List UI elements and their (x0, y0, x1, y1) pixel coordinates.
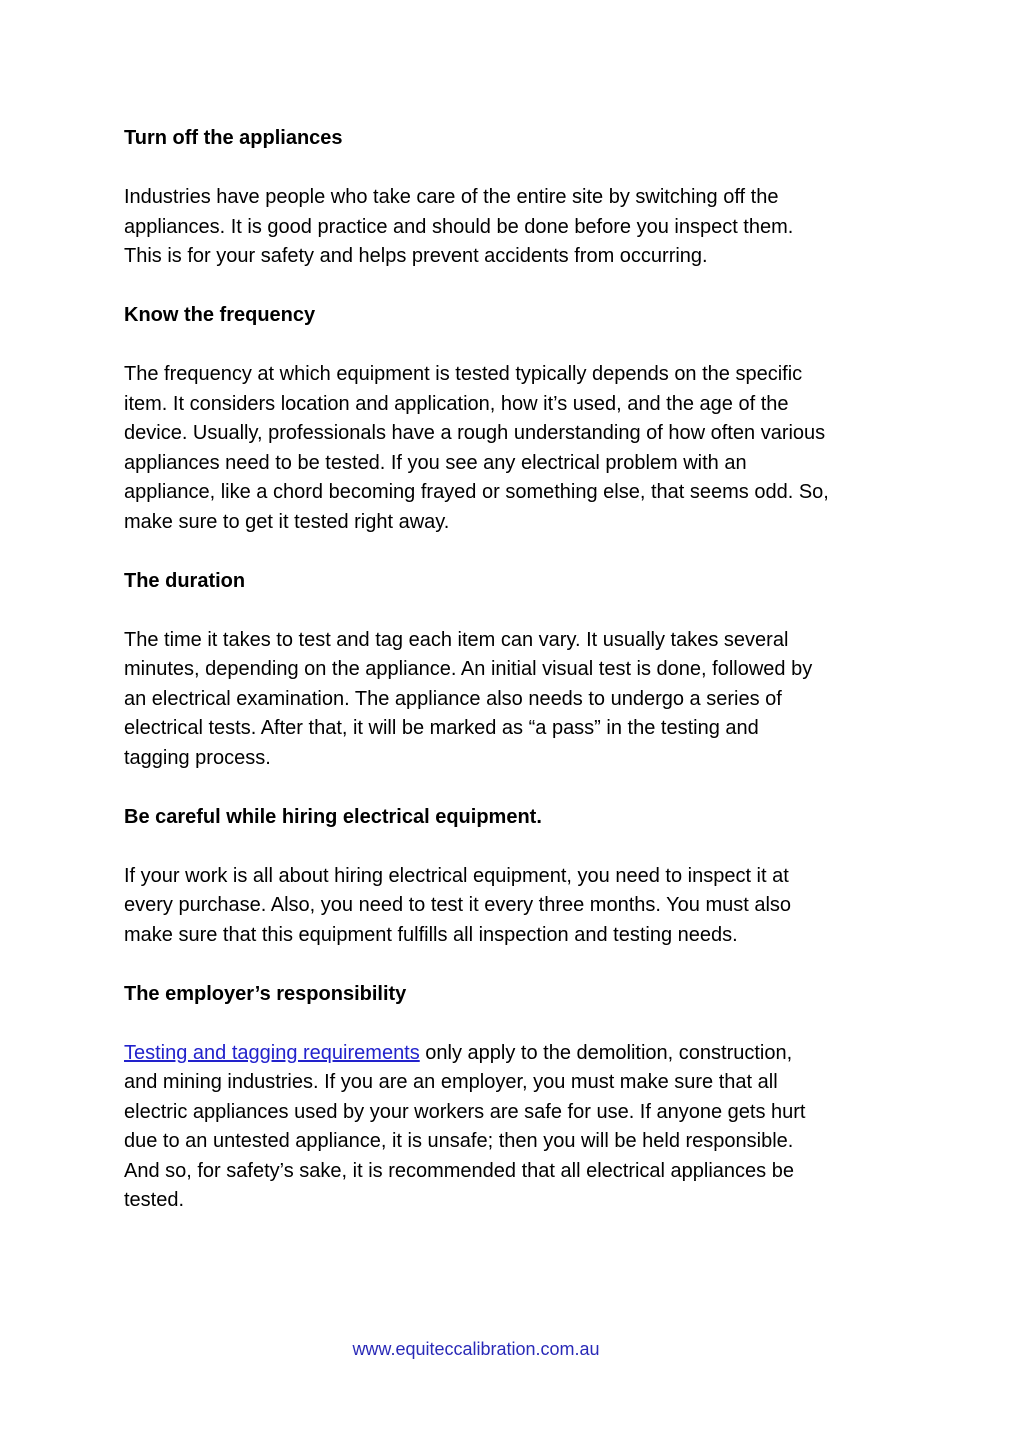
paragraph-line: If your work is all about hiring electrical equipment, you need to inspect it at (124, 864, 789, 887)
section-paragraph-hiring (124, 862, 904, 951)
section-heading-employer: The employer’s responsibility (124, 982, 407, 1005)
paragraph-line: Industries have people who take care of the entire site by switching off the (124, 186, 779, 208)
section-heading-frequency: Know the frequency (124, 304, 316, 326)
paragraph-line: device. Usually, professionals have a rough understanding of how often various (124, 422, 826, 444)
paragraph-line: tagging process. (124, 746, 271, 769)
paragraph-line: and mining industries. If you are an employer, you must make sure that all (124, 1071, 778, 1093)
paragraph-line: tested. (124, 1189, 185, 1211)
section-heading-duration: The duration (124, 569, 246, 592)
section-paragraph-frequency (124, 360, 904, 537)
paragraph-line: due to an untested appliance, it is unsafe; then you will be held responsible. (124, 1130, 794, 1152)
paragraph-line-rest: only apply to the demolition, construction, (419, 1041, 793, 1064)
document-body (124, 124, 904, 1245)
footer-website-url[interactable]: www.equiteccalibration.com.au (352, 1339, 600, 1359)
paragraph-line: an electrical examination. The appliance also needs to undergo a series of (124, 687, 782, 710)
paragraph-line: electrical tests. After that, it will be marked as “a pass” in the testing and (124, 717, 759, 739)
paragraph-line: appliance, like a chord becoming frayed or something else, that seems odd. So, (124, 481, 829, 503)
paragraph-line: make sure that this equipment fulfills all inspection and testing needs. (124, 923, 738, 946)
section-heading-turn-off: Turn off the appliances (124, 127, 343, 149)
paragraph-line: make sure to get it tested right away. (124, 510, 450, 533)
paragraph-line: minutes, depending on the appliance. An initial visual test is done, followed by (124, 658, 813, 680)
section-heading-hiring: Be careful while hiring electrical equipment. (124, 805, 542, 828)
section-paragraph-employer (124, 1039, 904, 1216)
paragraph-line: electric appliances used by your workers are safe for use. If anyone gets hurt (124, 1100, 806, 1123)
paragraph-line: The time it takes to test and tag each item can vary. It usually takes several (124, 628, 789, 651)
paragraph-line: item. It considers location and application, how it’s used, and the age of the (124, 392, 789, 415)
paragraph-line: appliances need to be tested. If you see any electrical problem with an (124, 451, 747, 474)
paragraph-line: The frequency at which equipment is tested typically depends on the specific (124, 363, 803, 385)
paragraph-line: every purchase. Also, you need to test it every three months. You must also (124, 894, 792, 916)
section-paragraph-turn-off (124, 183, 904, 272)
testing-tagging-link[interactable]: Testing and tagging requirements (124, 1041, 420, 1064)
paragraph-line: And so, for safety’s sake, it is recommended that all electrical appliances be (124, 1159, 794, 1182)
section-paragraph-duration (124, 626, 904, 774)
paragraph-line: This is for your safety and helps prevent accidents from occurring. (124, 245, 708, 267)
paragraph-line (124, 1039, 904, 1069)
paragraph-line: appliances. It is good practice and should be done before you inspect them. (124, 215, 794, 238)
